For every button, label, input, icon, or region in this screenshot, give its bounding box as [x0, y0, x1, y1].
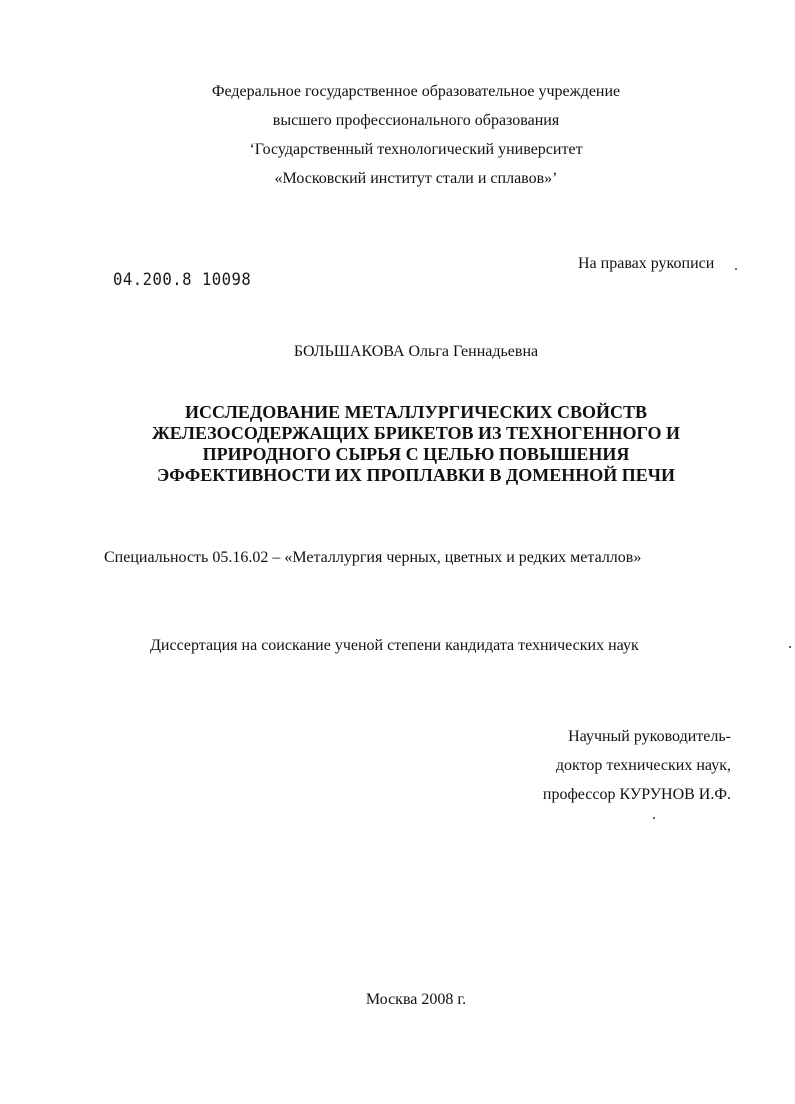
supervisor-block: [543, 722, 731, 809]
title-line-2: ЖЕЛЕЗОСОДЕРЖАЩИХ БРИКЕТОВ ИЗ ТЕХНОГЕННОГО И: [151, 423, 681, 443]
scan-speck: [789, 646, 791, 648]
dissertation-title: [0, 402, 795, 486]
manuscript-note: На правах рукописи: [578, 255, 715, 272]
institution-line-3: ‘Государственный технологический университет: [249, 141, 583, 158]
registration-stamp: 04.200.8 10098: [113, 270, 252, 290]
title-line-4: ЭФФЕКТИВНОСТИ ИХ ПРОПЛАВКИ В ДОМЕННОЙ ПЕЧИ: [157, 465, 675, 485]
dissertation-type: Диссертация на соискание ученой степени кандидата технических наук: [150, 637, 639, 654]
supervisor-line-1: Научный руководитель-: [568, 728, 731, 745]
institution-line-1: Федеральное государственное образовательное учреждение: [211, 83, 621, 100]
institution-header: [0, 77, 795, 193]
city-year: Москва 2008 г.: [365, 991, 467, 1008]
scan-speck: [653, 817, 655, 819]
institution-line-4: «Московский институт стали и сплавов»’: [274, 170, 558, 187]
title-line-3: ПРИРОДНОГО СЫРЬЯ С ЦЕЛЬЮ ПОВЫШЕНИЯ: [202, 444, 630, 464]
specialty: Специальность 05.16.02 – «Металлургия черных, цветных и редких металлов»: [104, 549, 642, 566]
supervisor-line-3: профессор КУРУНОВ И.Ф.: [542, 786, 731, 803]
title-line-1: ИССЛЕДОВАНИЕ МЕТАЛЛУРГИЧЕСКИХ СВОЙСТВ: [184, 402, 648, 422]
author-name: БОЛЬШАКОВА Ольга Геннадьевна: [293, 343, 539, 360]
institution-line-2: высшего профессионального образования: [272, 112, 560, 129]
supervisor-line-2: доктор технических наук,: [555, 757, 731, 774]
scan-speck: [735, 268, 737, 270]
